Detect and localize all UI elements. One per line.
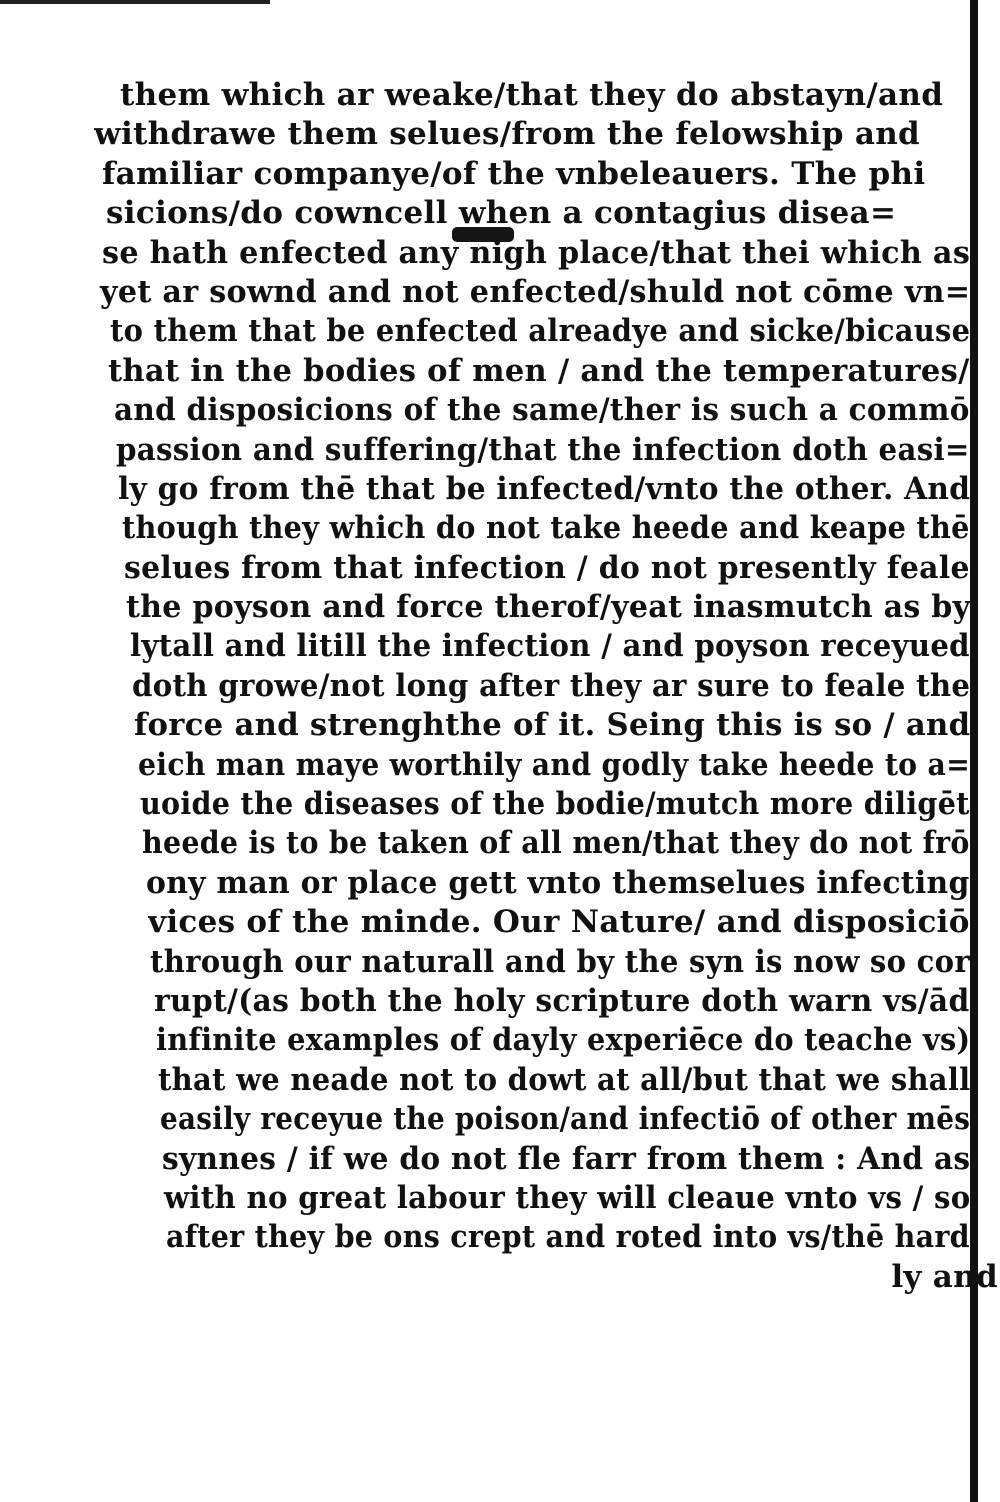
text-line: the poyson and force therof/yeat inasmutch as by — [126, 589, 971, 626]
text-line: vices of the minde. Our Nature/ and disposiciō — [148, 904, 970, 941]
text-line: doth growe/not long after they ar sure to feale the — [132, 667, 971, 704]
text-line: ony man or place gett vnto themselues infecting — [146, 864, 970, 901]
text-line: that we neade not to dowt at all/but that we shall — [158, 1061, 971, 1098]
text-line: ly go from thē that be infected/vnto the other. And — [118, 470, 971, 507]
text-line: to them that be enfected alreadye and sicke/bicause — [110, 313, 971, 350]
text-line: with no great labour they will cleaue vnto vs / so — [164, 1179, 971, 1216]
text-line: and disposicions of the same/ther is such a commō — [114, 392, 970, 429]
text-line: them which ar weake/that they do abstayn/and — [120, 77, 944, 113]
text-line: rupt/(as both the holy scripture doth warn vs/ād — [154, 982, 970, 1019]
text-line: sicions/do cowncell when a contagius disea= — [106, 195, 897, 232]
text-line: lytall and litill the infection / and poyson receyued — [130, 628, 970, 665]
text-line: after they be ons crept and roted into vs/thē hard — [166, 1219, 970, 1256]
text-line: familiar companye/of the vnbeleauers. The phi — [102, 155, 926, 192]
text-line: yet ar sownd and not enfected/shuld not cōme vn= — [100, 273, 971, 310]
text-line: synnes / if we do not fle farr from them : And as — [162, 1140, 971, 1177]
text-line: infinite examples of dayly experiēce do teache vs) — [156, 1022, 971, 1059]
text-line: selues from that infection / do not presently feale — [124, 549, 970, 586]
text-line: through our naturall and by the syn is now so cor — [150, 943, 970, 980]
catchword-line: ly and — [891, 1258, 998, 1295]
text-line: heede is to be taken of all men/that they do not frō — [142, 825, 970, 862]
text-line: withdrawe them selues/from the felowship and — [94, 116, 921, 153]
text-line: that in the bodies of men / and the temperatures/ — [108, 352, 970, 389]
text-line: eich man maye worthily and godly take heede to a= — [138, 746, 971, 783]
text-line: uoide the diseases of the bodie/mutch more diligēt — [140, 786, 970, 823]
text-line: passion and suffering/that the infection doth easi= — [116, 431, 970, 468]
text-line: though they which do not take heede and keape thē — [122, 510, 970, 547]
text-line: force and strenghthe of it. Seing this is so / and — [134, 707, 971, 744]
text-line: se hath enfected any nigh place/that thei which as — [102, 234, 971, 271]
top-border-rule — [0, 0, 270, 4]
blackletter-text-block — [90, 76, 998, 1297]
text-line: easily receyue the poison/and infectiō of other mēs — [160, 1101, 971, 1138]
